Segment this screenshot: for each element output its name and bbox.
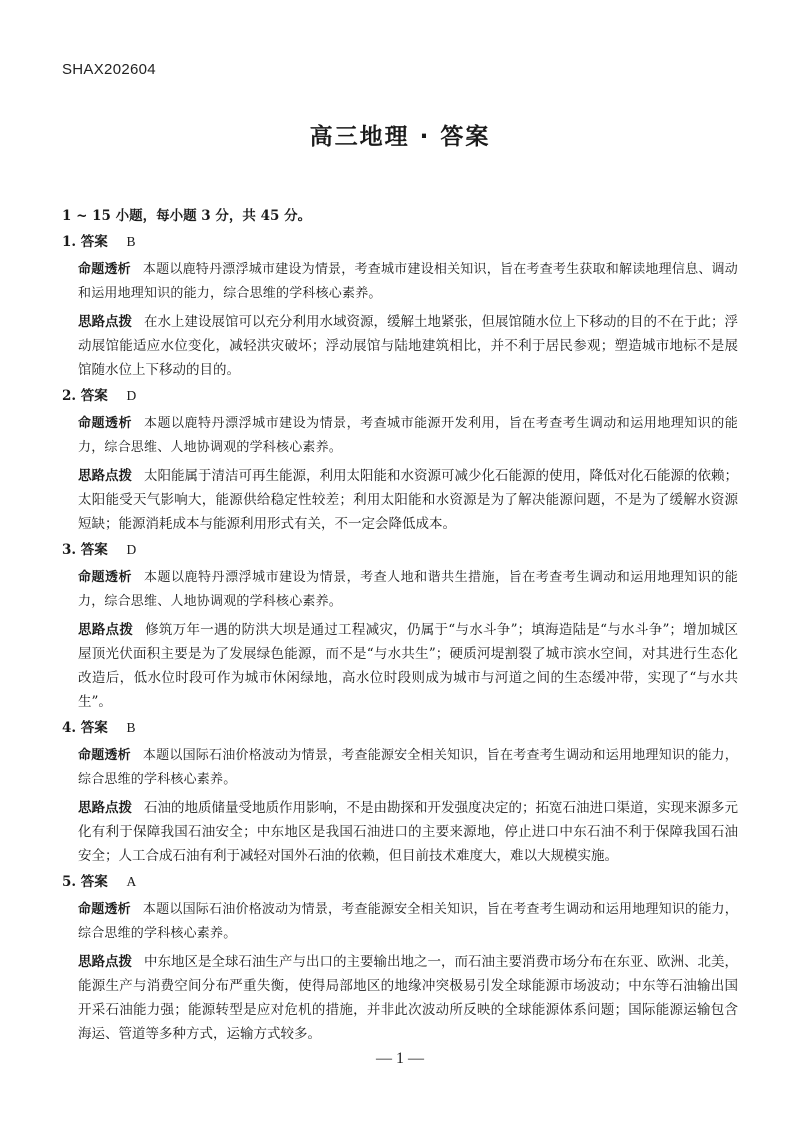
question-item xyxy=(62,870,738,1046)
tips-block xyxy=(62,464,738,536)
answer-letter: D xyxy=(126,542,137,557)
analysis-text: 本题以国际石油价格波动为情景，考查能源安全相关知识，旨在考查考生调动和运用地理知识的能力，综合思维的学科核心素养。 xyxy=(78,902,738,941)
analysis-text: 本题以鹿特丹漂浮城市建设为情景，考查人地和谐共生措施，旨在考查考生调动和运用地理知识的能力，综合思维、人地协调观的学科核心素养。 xyxy=(78,570,738,609)
tips-label: 思路点拨 xyxy=(78,622,134,638)
question-number: 5. xyxy=(62,874,77,890)
tips-text: 中东地区是全球石油生产与出口的主要输出地之一，而石油主要消费市场分布在东亚、欧洲、北美，能源生产与消费空间分布严重失衡，使得局部地区的地缘冲突极易引发全球能源市场波动；中东等石油输出国开采石油能力强；能源转型是应对危机的措施，并非此次波动所反映的全球能源体系问题；国际能源运输包含海运、管道等多种方式，运输方式较多。 xyxy=(78,954,738,1042)
analysis-label: 命题透析 xyxy=(78,748,131,763)
analysis-label: 命题透析 xyxy=(78,262,131,277)
analysis-text: 本题以国际石油价格波动为情景，考查能源安全相关知识，旨在考查考生调动和运用地理知识的能力，综合思维的学科核心素养。 xyxy=(78,748,738,787)
tips-label: 思路点拨 xyxy=(78,314,132,330)
analysis-label: 命题透析 xyxy=(78,570,133,585)
tips-block xyxy=(62,618,738,714)
answer-line xyxy=(62,230,738,254)
tips-label: 思路点拨 xyxy=(78,468,132,484)
answer-line xyxy=(62,870,738,894)
answer-content xyxy=(62,204,738,1046)
answer-label: 答案 xyxy=(80,388,108,404)
analysis-block xyxy=(62,898,738,946)
tips-block xyxy=(62,950,738,1046)
tips-block xyxy=(62,796,738,868)
answer-line xyxy=(62,384,738,408)
section-intro: 1 ~ 15 小题，每小题 3 分，共 45 分。 xyxy=(62,208,312,224)
question-item xyxy=(62,230,738,382)
question-number: 3. xyxy=(62,542,77,558)
question-item xyxy=(62,538,738,714)
analysis-text: 本题以鹿特丹漂浮城市建设为情景，考查城市建设相关知识，旨在考查考生获取和解读地理信息、调动和运用地理知识的能力，综合思维的学科核心素养。 xyxy=(78,262,738,301)
analysis-text: 本题以鹿特丹漂浮城市建设为情景，考查城市能源开发利用，旨在考查考生调动和运用地理知识的能力，综合思维、人地协调观的学科核心素养。 xyxy=(78,416,738,455)
answer-letter: A xyxy=(126,874,137,889)
answer-letter: B xyxy=(126,720,136,735)
answer-letter: B xyxy=(126,234,136,249)
analysis-block xyxy=(62,412,738,460)
analysis-block xyxy=(62,258,738,306)
answer-label: 答案 xyxy=(80,720,108,736)
question-number: 1. xyxy=(62,234,77,250)
question-number: 2. xyxy=(62,388,77,404)
analysis-block xyxy=(62,744,738,792)
answer-line xyxy=(62,716,738,740)
tips-label: 思路点拨 xyxy=(78,800,132,816)
answer-label: 答案 xyxy=(80,234,108,250)
tips-block xyxy=(62,310,738,382)
tips-text: 太阳能属于清洁可再生能源，利用太阳能和水资源可减少化石能源的使用，降低对化石能源的依赖；太阳能受天气影响大，能源供给稳定性较差；利用太阳能和水资源是为了解决能源问题，不是为了缓解水资源短缺；能源消耗成本与能源利用形式有关，不一定会降低成本。 xyxy=(78,468,738,532)
analysis-block xyxy=(62,566,738,614)
analysis-label: 命题透析 xyxy=(78,902,131,917)
question-number: 4. xyxy=(62,720,77,736)
question-item xyxy=(62,716,738,868)
tips-text: 在水上建设展馆可以充分利用水域资源，缓解土地紧张，但展馆随水位上下移动的目的不在于此；浮动展馆能适应水位变化，减轻洪灾破坏；浮动展馆与陆地建筑相比，并不利于居民参观；塑造城市地标不是展馆随水位上下移动的目的。 xyxy=(78,314,738,378)
tips-text: 修筑万年一遇的防洪大坝是通过工程减灾，仍属于“与水斗争”；填海造陆是“与水斗争”；增加城区屋顶光伏面积主要是为了发展绿色能源，而不是“与水共生”；硬质河堤割裂了城市滨水空间，对其进行生态化改造后，低水位时段可作为城市休闲绿地，高水位时段则成为城市与河道之间的生态缓冲带，实现了“与水共生”。 xyxy=(78,622,738,710)
document-code: SHAX202604 xyxy=(62,61,156,78)
tips-label: 思路点拨 xyxy=(78,954,132,970)
analysis-label: 命题透析 xyxy=(78,416,133,431)
answer-letter: D xyxy=(126,388,137,403)
page-title: 高三地理 · 答案 xyxy=(309,124,491,150)
answer-line xyxy=(62,538,738,562)
answer-label: 答案 xyxy=(80,542,108,558)
question-item xyxy=(62,384,738,536)
page-number: — 1 — xyxy=(376,1050,424,1067)
tips-text: 石油的地质储量受地质作用影响，不是由勘探和开发强度决定的；拓宽石油进口渠道，实现来源多元化有利于保障我国石油安全；中东地区是我国石油进口的主要来源地，停止进口中东石油不利于保障我国石油安全；人工合成石油有利于减轻对国外石油的依赖，但目前技术难度大，难以大规模实施。 xyxy=(78,800,738,864)
answer-label: 答案 xyxy=(80,874,108,890)
